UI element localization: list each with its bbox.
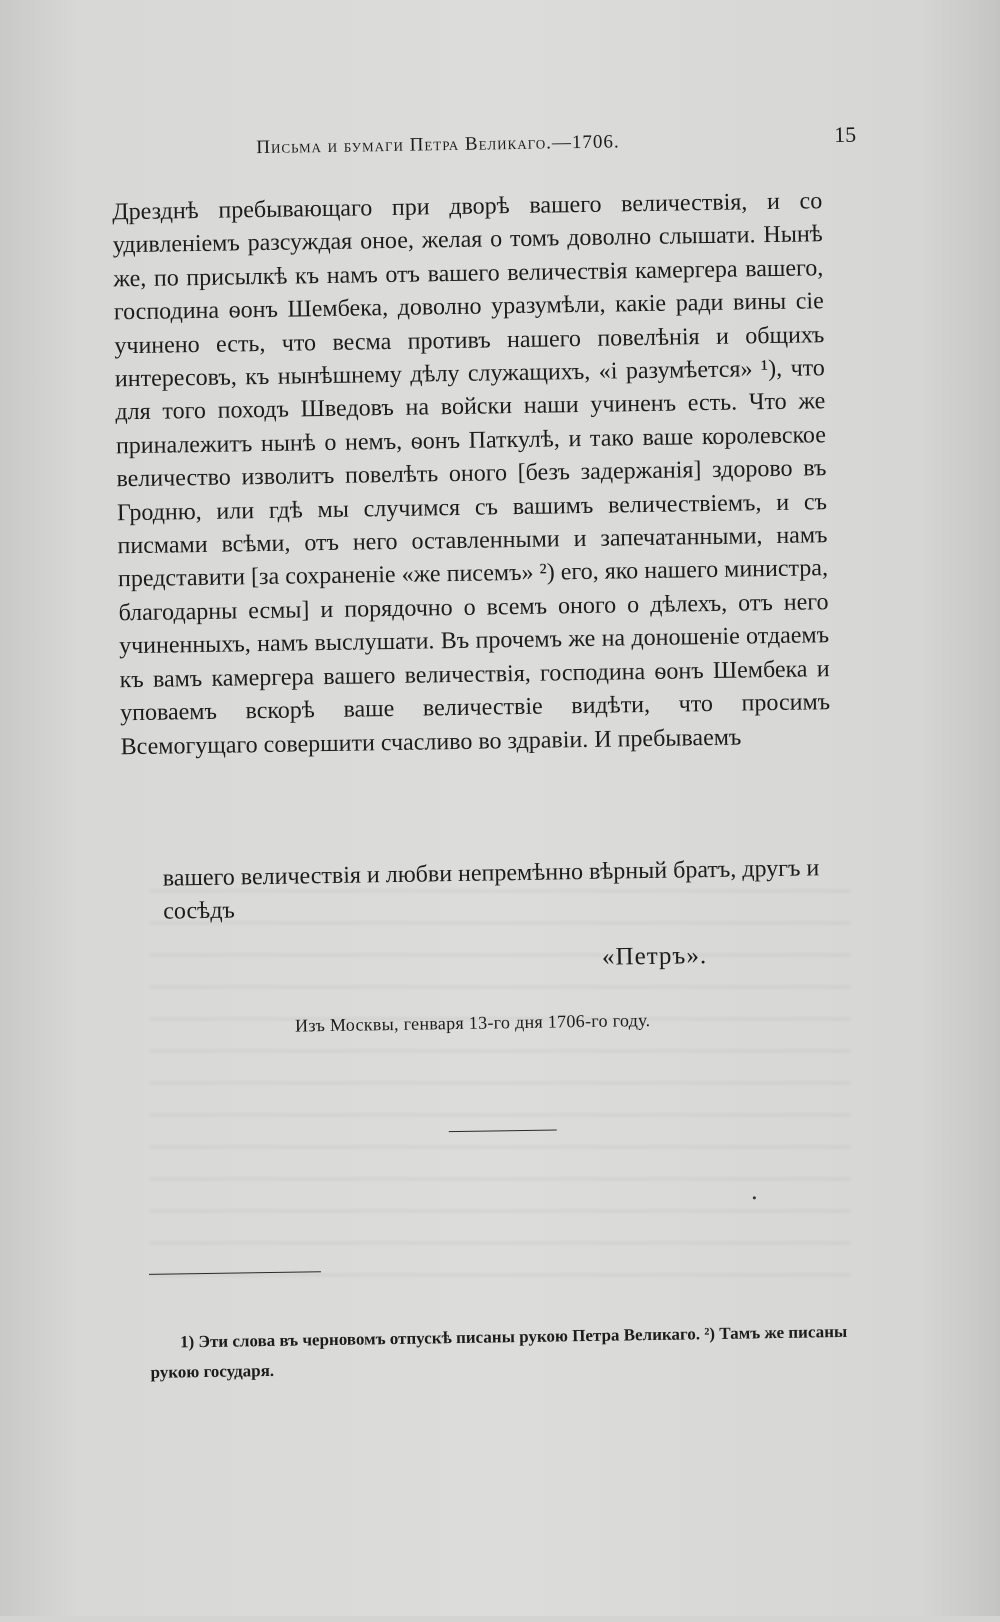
letter-closing <box>163 852 834 929</box>
running-header <box>111 121 857 170</box>
letter-paragraph: Дрезднѣ пребывающаго при дворѣ вашего величествія, и со удивленіемъ разсуждая оное, желая о томъ доволно слышати. Нынѣ же, по присылкѣ къ намъ отъ вашего величествія камергера вашего, господина ѳонъ Шембека, доволно уразумѣли, какіе ради вины сіе учинено есть, что весма противъ нашего повелѣнія и общихъ интересовъ, къ нынѣшнему дѣлу служащихъ, «і разумѣется» ¹), что для того походъ Шведовъ на войски наши учиненъ есть. Что же приналежитъ нынѣ о немъ, ѳонъ Паткулѣ, и тако ваше королевское величество изволитъ повелѣть оного [безъ задержанія] здорово въ Гродню, или гдѣ мы случимся съ вашимъ величествіемъ, и съ писмами всѣми, отъ него оставленными и запечатанными, намъ представити [за сохраненіе «же писемъ» ²) его, яко нашего министра, благодарны есмы] и порядочно о всемъ оного о дѣлехъ, отъ него учиненныхъ, намъ выслушати. Въ прочемъ же на доношеніе отдаемъ къ вамъ камергера вашего величествія, господина ѳонъ Шембека и уповаемъ вскорѣ ваше величествіе видѣти, что просимъ Всемогущаго совершити счасливо во здравіи. И пребываемъ <box>112 188 831 760</box>
closing-text: вашего величествія и любви непремѣнно вѣрный братъ, другъ и сосѣдъ <box>162 855 820 926</box>
section-divider <box>449 1129 557 1132</box>
footnotes <box>150 1317 851 1388</box>
page-content <box>109 0 879 1622</box>
letter-body <box>112 185 831 764</box>
footnote-divider <box>149 1271 321 1275</box>
ink-speck <box>753 1196 756 1199</box>
dateline: Изъ Москвы, генваря 13-го дня 1706-го году. <box>294 1009 651 1036</box>
page-number: 15 <box>833 121 857 147</box>
footnote-text: 1) Эти слова въ черновомъ отпускѣ писаны рукою Петра Великаго. ²) Тамъ же писаны рукою государя. <box>150 1321 848 1382</box>
running-title: Письма и бумаги Петра Великаго.—1706. <box>256 131 620 159</box>
signature: «Петръ». <box>601 942 708 971</box>
